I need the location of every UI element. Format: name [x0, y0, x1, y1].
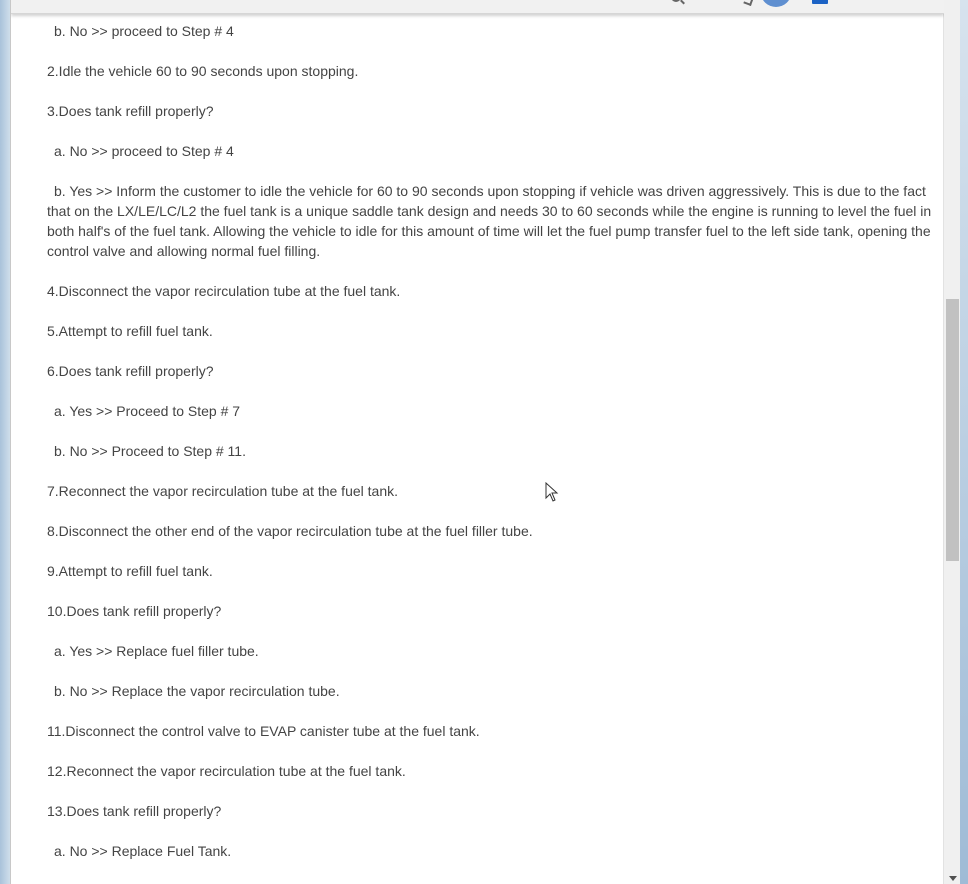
step-5: 5.Attempt to refill fuel tank.	[47, 323, 213, 339]
profile-card-icon[interactable]	[812, 0, 828, 4]
step-8: 8.Disconnect the other end of the vapor recirculation tube at the fuel filler tube.	[47, 523, 533, 539]
top-toolbar	[11, 0, 944, 14]
scroll-down-arrow-icon[interactable]	[949, 876, 957, 881]
step-1b: b. No >> proceed to Step # 4	[54, 23, 234, 39]
avatar[interactable]	[761, 0, 791, 7]
desktop-background-left	[0, 0, 10, 884]
step-4: 4.Disconnect the vapor recirculation tube at the fuel tank.	[47, 283, 401, 299]
vertical-scrollbar[interactable]	[943, 0, 961, 884]
desktop-background-right	[960, 0, 968, 884]
step-10: 10.Does tank refill properly?	[47, 603, 222, 619]
step-6: 6.Does tank refill properly?	[47, 363, 214, 379]
step-6b: b. No >> Proceed to Step # 11.	[54, 443, 246, 459]
step-3b: b. Yes >> Inform the customer to idle the vehicle for 60 to 90 seconds upon stopping if vehicle was driven aggressively. This is due to the fact that on the LX/LE/LC/L2 the fuel tank is a unique saddle tank design and needs 30 to 60 seconds while the engine is running to level the fuel in both half's of the fuel tank. Allowing the vehicle to idle for this amount of time will let the fuel pump transfer fuel to the left side tank, opening the control valve and allowing normal fuel filling.	[47, 183, 932, 259]
step-7: 7.Reconnect the vapor recirculation tube at the fuel tank.	[47, 483, 398, 499]
document-window	[10, 0, 944, 884]
step-12: 12.Reconnect the vapor recirculation tube at the fuel tank.	[47, 763, 406, 779]
step-13a: a. No >> Replace Fuel Tank.	[54, 843, 232, 859]
chevron-icon[interactable]	[743, 0, 754, 6]
step-13: 13.Does tank refill properly?	[47, 803, 222, 819]
search-icon[interactable]	[671, 0, 681, 2]
step-11: 11.Disconnect the control valve to EVAP canister tube at the fuel tank.	[47, 723, 480, 739]
step-6a: a. Yes >> Proceed to Step # 7	[54, 403, 241, 419]
step-10b: b. No >> Replace the vapor recirculation tube.	[54, 683, 340, 699]
scrollbar-thumb[interactable]	[946, 299, 959, 561]
step-9: 9.Attempt to refill fuel tank.	[47, 563, 213, 579]
step-3: 3.Does tank refill properly?	[47, 103, 214, 119]
step-3a: a. No >> proceed to Step # 4	[54, 143, 234, 159]
mouse-cursor-icon	[545, 482, 559, 502]
step-2: 2.Idle the vehicle 60 to 90 seconds upon stopping.	[47, 63, 359, 79]
step-10a: a. Yes >> Replace fuel filler tube.	[54, 643, 259, 659]
